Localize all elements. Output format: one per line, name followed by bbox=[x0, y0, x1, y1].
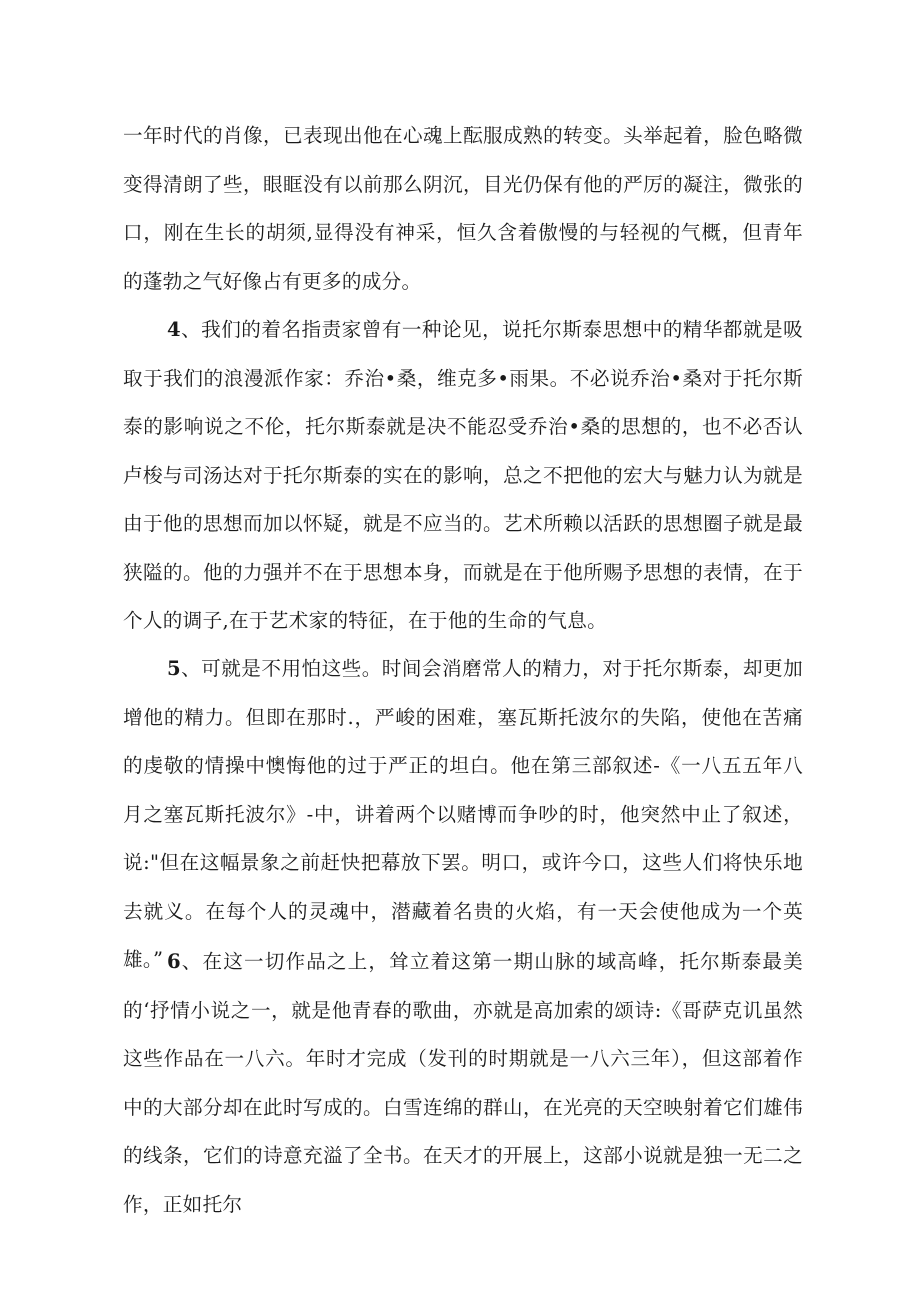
paragraph-number: 5 bbox=[167, 657, 181, 680]
paragraph-4 bbox=[123, 306, 803, 646]
paragraph-5 bbox=[123, 645, 803, 985]
paragraph-number: 4 bbox=[167, 318, 181, 341]
paragraph-text: 、在这一切作品之上，耸立着这第一期山脉的域高峰，托尔斯泰最美的‘抒情小说之一，就是他青春的歌曲，亦就是高加索的颂诗:《哥萨克讥虽然这些作品在一八六。年时才完成（发刊的时期就是一八六三年），但这部着作中的大部分却在此时写成的。白雪连绵的群山，在光亮的天空映射着它们雄伟的线条，它们的诗意充溢了全书。在天才的开展上，这部小说就是独一无二之作，正如托尔 bbox=[123, 950, 803, 1216]
paragraph-text: 一年时代的肖像，已表现出他在心魂上酝服成熟的转变。头举起着，脸色略微变得清朗了些，眼眶没有以前那么阴沉，目光仍保有他的严厉的凝注，微张的口，刚在生长的胡须,显得没有神采，恒久含着傲慢的与轻视的气概，但青年的蓬勃之气好像占有更多的成分。 bbox=[123, 124, 803, 293]
paragraph-1 bbox=[123, 112, 803, 306]
paragraph-6 bbox=[123, 938, 803, 1229]
paragraph-number: 6 bbox=[167, 950, 181, 973]
paragraph-text: 、我们的着名指责家曾有一种论见，说托尔斯泰思想中的精华都就是吸取于我们的浪漫派作家：乔治•桑，维克多•雨果。不必说乔治•桑对于托尔斯泰的影响说之不伦，托尔斯泰就是决不能忍受乔治•桑的思想的，也不必否认卢梭与司汤达对于托尔斯泰的实在的影响，总之不把他的宏大与魅力认为就是由于他的思想而加以怀疑，就是不应当的。艺术所赖以活跃的思想圈子就是最狭隘的。他的力强并不在于思想本身，而就是在于他所赐予思想的表情，在于个人的调子,在于艺术家的特征，在于他的生命的气息。 bbox=[123, 318, 803, 632]
paragraph-text: 、可就是不用怕这些。时间会消磨常人的精力，对于托尔斯泰，却更加增他的精力。但即在那时.，严峻的困难，塞瓦斯托波尔的失陷，使他在苦痛的虔敬的情操中懊悔他的过于严正的坦白。他在第三部叙述-《一八五五年八月之塞瓦斯托波尔》-中，讲着两个以赌博而争吵的时，他突然中止了叙述，说:"但在这幅景象之前赶快把幕放下罢。明口，或许今口，这些人们将快乐地去就义。在每个人的灵魂中，潜藏着名贵的火焰，有一天会使他成为一个英雄。” bbox=[123, 657, 803, 971]
